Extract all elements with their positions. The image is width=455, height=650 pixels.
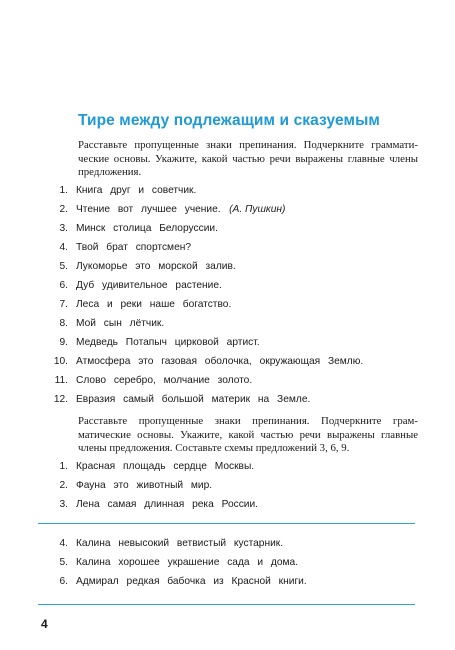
- item-text: Твой брат спортсмен?: [76, 242, 192, 253]
- item-number: 2.: [59, 480, 68, 491]
- task-1-item: [44, 203, 434, 216]
- task-1-item: [44, 279, 434, 292]
- item-text: Леса и реки наше богатство.: [76, 299, 232, 310]
- item-number: 1.: [59, 461, 68, 472]
- task-2-item: [44, 460, 434, 473]
- task-1-item: [44, 317, 434, 330]
- item-number: 4.: [59, 242, 68, 253]
- task-1-item: [44, 241, 434, 254]
- task-2-item: [44, 537, 434, 550]
- item-text: Фауна это животный мир.: [76, 480, 213, 491]
- task-2-item: [44, 479, 434, 492]
- section-title: Тире между подлежащим и сказуемым: [78, 112, 380, 129]
- item-text: Атмосфера это газовая оболочка, окружающая Землю.: [76, 356, 364, 367]
- item-number: 9.: [59, 337, 68, 348]
- item-number: 3.: [59, 223, 68, 234]
- item-text: Адмирал редкая бабочка из Красной книги.: [76, 576, 307, 587]
- item-text: Мой сын лётчик.: [76, 318, 165, 329]
- item-text: Минск столица Белоруссии.: [76, 223, 218, 234]
- item-number: 10.: [53, 356, 68, 367]
- item-number: 6.: [59, 280, 68, 291]
- task-1-item: [44, 374, 434, 387]
- task-2-item: [44, 575, 434, 588]
- task-1-item: [44, 184, 434, 197]
- item-text: Лукоморье это морской залив.: [76, 261, 236, 272]
- item-number: 7.: [59, 299, 68, 310]
- item-number: 4.: [59, 538, 68, 549]
- divider-line: [38, 604, 415, 605]
- task-2-item: [44, 498, 434, 511]
- task-1-item: [44, 336, 434, 349]
- item-number: 8.: [59, 318, 68, 329]
- page-number: 4: [41, 617, 48, 631]
- item-text: Чтение вот лучшее учение.: [76, 204, 221, 215]
- item-text: Евразия самый большой материк на Земле.: [76, 394, 311, 405]
- item-number: 1.: [59, 185, 68, 196]
- item-number: 6.: [59, 576, 68, 587]
- item-text: Калина хорошее украшение сада и дома.: [76, 557, 299, 568]
- item-text: Красная площадь сердце Москвы.: [76, 461, 255, 472]
- task-1-item: [44, 260, 434, 273]
- task-1-item: [44, 298, 434, 311]
- item-number: 2.: [59, 204, 68, 215]
- item-text: Медведь Потапыч цирковой артист.: [76, 337, 260, 348]
- item-text: Калина невысокий ветвистый кустарник.: [76, 538, 284, 549]
- task-2-instructions: Расставьте пропущенные знаки препинания. Подчеркните грамматические основы. Укажите, какой частью речи выражены главные члены предложения. Составьте схемы предложений 3, 6, 9.: [78, 415, 418, 454]
- item-number: 5.: [59, 261, 68, 272]
- task-1-item: [44, 222, 434, 235]
- task-1-item: [44, 393, 434, 406]
- divider-line: [38, 523, 415, 524]
- task-1-instructions: Расставьте пропущенные знаки препинания. Подчеркните грамматические основы. Укажите, какой частью речи выражены главные члены предложения.: [78, 139, 418, 178]
- item-text: Дуб удивительное растение.: [76, 280, 222, 291]
- item-text: Лена самая длинная река России.: [76, 499, 259, 510]
- item-number: 11.: [54, 375, 68, 386]
- item-number: 5.: [59, 557, 68, 568]
- item-number: 3.: [59, 499, 68, 510]
- item-source: (А. Пушкин): [229, 204, 286, 215]
- item-text: Книга друг и советчик.: [76, 185, 197, 196]
- item-number: 12.: [53, 394, 68, 405]
- task-2-item: [44, 556, 434, 569]
- item-text: Слово серебро, молчание золото.: [76, 375, 253, 386]
- task-1-item: [44, 355, 434, 368]
